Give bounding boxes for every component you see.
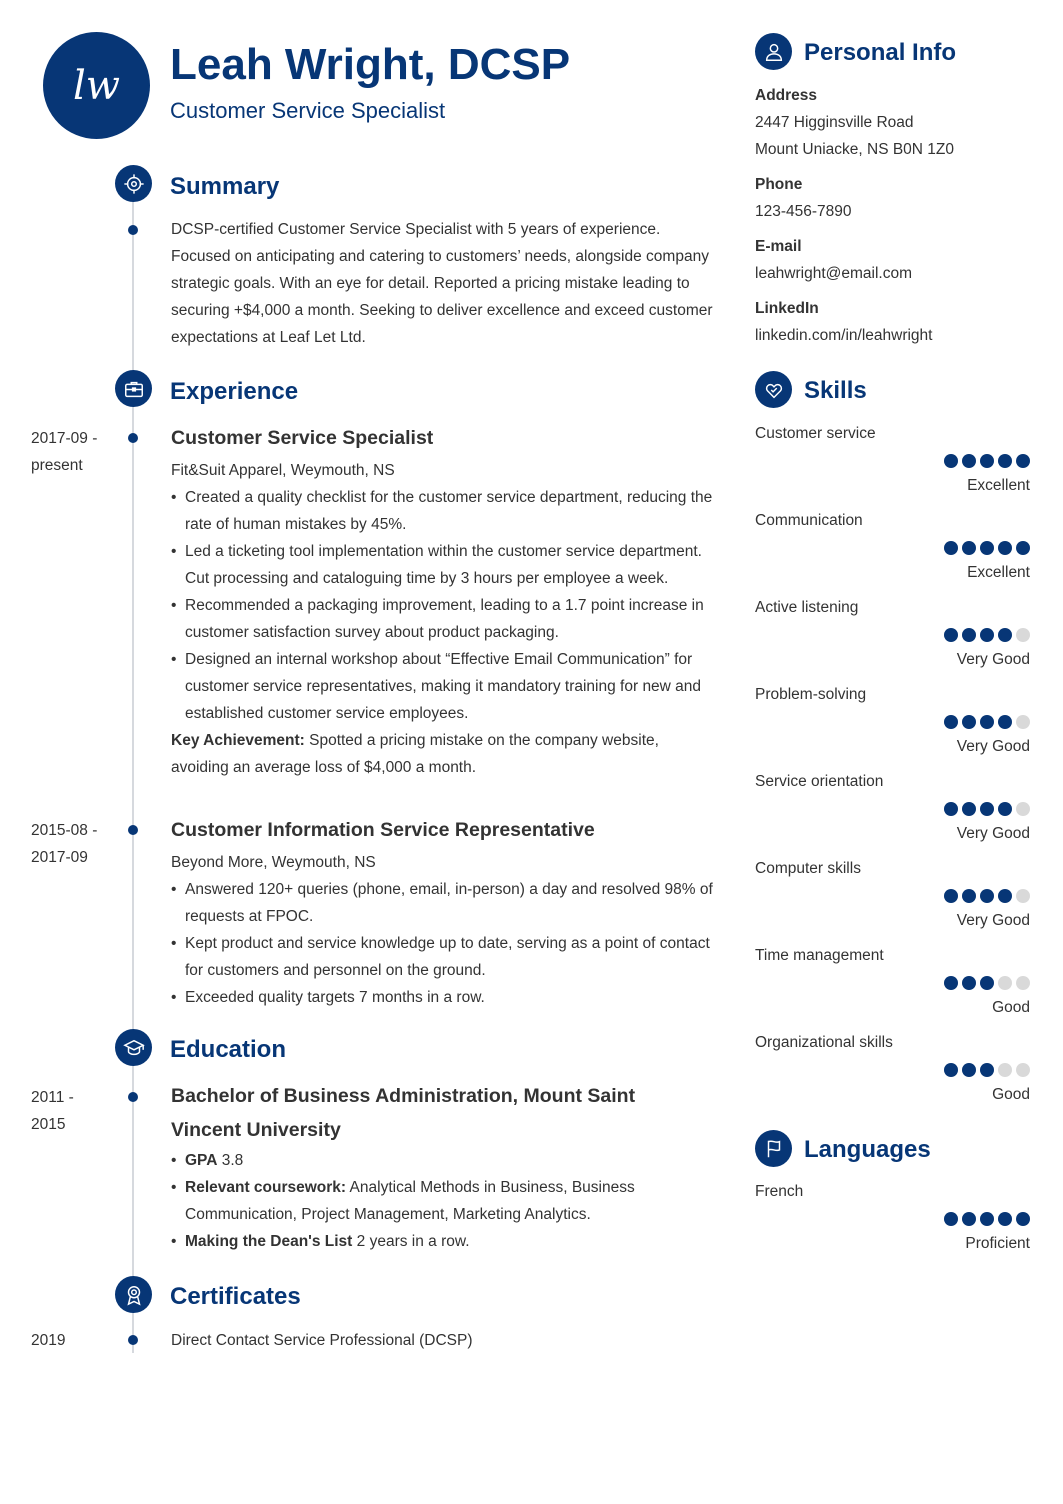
address-label: Address [755,87,818,104]
rating-dot-filled [962,628,976,642]
job-bullet: • Answered 120+ queries (phone, email, in-person) a day and resolved 98% of requests at FPOC. [171,876,716,930]
candidate-title: Customer Service Specialist [170,98,446,123]
rating-dot-filled [980,628,994,642]
job-date [31,425,111,479]
personal-info-heading: Personal Info [804,39,957,66]
email-value: leahwright@email.com [755,265,913,282]
flag-icon [755,1130,792,1167]
job-entry [171,818,716,1011]
timeline-line [132,195,134,1353]
rating-dot-filled [962,541,976,555]
monogram-initials: lw [72,62,121,109]
skill-level: Good [992,999,1030,1016]
rating-dot-filled [962,454,976,468]
phone-value: 123-456-7890 [755,203,852,220]
job-date-end: present [31,457,83,474]
rating-dot-filled [962,889,976,903]
rating-dot-filled [980,1212,994,1226]
education-item-text: 3.8 [217,1152,244,1169]
user-icon [755,33,792,70]
rating-dot-filled [962,715,976,729]
rating-dot-filled [962,1063,976,1077]
graduation-cap-icon [115,1029,152,1066]
rating-dot-filled [962,976,976,990]
skill-level: Excellent [967,564,1030,581]
rating-dot-empty [1016,1063,1030,1077]
skill-rating [944,715,1030,729]
skill-rating [944,976,1030,990]
award-ribbon-icon [115,1276,152,1313]
skill-rating [944,889,1030,903]
education-item-label: GPA [185,1152,218,1169]
education-date-start: 2011 - [31,1089,74,1106]
rating-dot-filled [998,802,1012,816]
job-title: Customer Information Service Representative [171,819,595,841]
job-bullets [171,484,716,727]
timeline-dot [128,433,138,443]
education-item-text: Analytical Methods in Business, Business Communication, Project Management, Marketing Analytics. [185,1179,635,1223]
job-date-start: 2015-08 - [31,822,98,839]
skill-level: Good [992,1086,1030,1103]
education-degree: Bachelor of Business Administration, Mount Saint Vincent University [171,1085,636,1141]
skill-level: Very Good [956,912,1030,929]
skill-level: Very Good [956,825,1030,842]
job-bullet: • Kept product and service knowledge up to date, serving as a point of contact for customers and personnel on the ground. [171,930,716,984]
certificate-date: 2019 [31,1332,66,1349]
certificates-heading: Certificates [170,1283,301,1310]
address-line: Mount Uniacke, NS B0N 1Z0 [755,141,955,158]
rating-dot-filled [944,541,958,555]
job-company: Fit&Suit Apparel, Weymouth, NS [171,462,395,479]
job-bullets [171,876,716,1011]
rating-dot-empty [998,976,1012,990]
job-date [31,817,111,871]
briefcase-icon [115,370,152,407]
linkedin-value: linkedin.com/in/leahwright [755,327,933,344]
rating-dot-filled [962,802,976,816]
job-company: Beyond More, Weymouth, NS [171,854,376,871]
experience-heading: Experience [170,378,299,405]
skill-level: Very Good [956,738,1030,755]
skill-level: Excellent [967,477,1030,494]
education-date [31,1084,111,1138]
rating-dot-filled [980,541,994,555]
summary-text: DCSP-certified Customer Service Specialist with 5 years of experience. Focused on anticipating and catering to customers’ needs, alongside company strategic goals. With an eye for detail. Reported a pricing mistake leading to securing +$4,000 a month. Seeking to deliver excellence and exceed customer expectations at Leaf Let Ltd. [171,221,713,346]
skill-name: Customer service [755,425,876,442]
education-item [171,1174,691,1228]
rating-dot-empty [1016,976,1030,990]
puzzle-heart-icon [755,371,792,408]
rating-dot-empty [998,1063,1012,1077]
rating-dot-filled [944,628,958,642]
job-entry [171,426,716,781]
address-line: 2447 Higginsville Road [755,114,914,131]
timeline-dot [128,1335,138,1345]
rating-dot-empty [1016,715,1030,729]
education-item-label: Making the Dean's List [185,1233,353,1250]
education-entry [171,1079,691,1255]
rating-dot-filled [944,1063,958,1077]
rating-dot-filled [980,802,994,816]
target-icon [115,165,152,202]
phone-label: Phone [755,176,803,193]
rating-dot-filled [962,1212,976,1226]
certificate-name: Direct Contact Service Professional (DCSP) [171,1332,473,1349]
skill-rating [944,1063,1030,1077]
education-details [171,1147,691,1255]
skill-rating [944,454,1030,468]
skills-heading: Skills [804,377,867,404]
job-bullet: • Recommended a packaging improvement, leading to a 1.7 point increase in customer satisfaction survey about product packaging. [171,592,716,646]
rating-dot-filled [980,976,994,990]
rating-dot-filled [1016,454,1030,468]
timeline-dot [128,825,138,835]
skill-name: Problem-solving [755,686,867,703]
language-level: Proficient [965,1235,1030,1252]
rating-dot-empty [1016,802,1030,816]
rating-dot-filled [998,628,1012,642]
education-item [171,1228,691,1255]
summary-section [171,216,716,351]
job-bullet: • Exceeded quality targets 7 months in a row. [171,984,716,1011]
rating-dot-filled [944,976,958,990]
language-rating [944,1212,1030,1226]
achievement-text: Spotted a pricing mistake on the company website, avoiding an average loss of $4,000 a month. [171,732,659,776]
job-title: Customer Service Specialist [171,427,434,449]
education-item [171,1147,691,1174]
rating-dot-filled [998,1212,1012,1226]
rating-dot-filled [980,889,994,903]
achievement-label: Key Achievement: [171,732,305,749]
education-item-label: Relevant coursework: [185,1179,347,1196]
rating-dot-filled [998,715,1012,729]
skill-level: Very Good [956,651,1030,668]
linkedin-label: LinkedIn [755,300,819,317]
skill-rating [944,541,1030,555]
rating-dot-filled [944,802,958,816]
rating-dot-filled [1016,541,1030,555]
language-name: French [755,1183,804,1200]
rating-dot-filled [998,889,1012,903]
rating-dot-filled [980,454,994,468]
skill-name: Computer skills [755,860,861,877]
skill-name: Communication [755,512,863,529]
rating-dot-filled [944,1212,958,1226]
timeline-dot [128,1092,138,1102]
summary-heading: Summary [170,173,280,200]
job-date-start: 2017-09 - [31,430,98,447]
job-achievement [171,727,716,781]
skill-name: Time management [755,947,884,964]
candidate-name: Leah Wright, DCSP [170,40,571,89]
languages-heading: Languages [804,1136,931,1163]
job-bullet: • Designed an internal workshop about “Effective Email Communication” for customer service representatives, making it mandatory training for new and established customer service employees. [171,646,716,727]
education-date-end: 2015 [31,1116,66,1133]
job-date-end: 2017-09 [31,849,88,866]
rating-dot-filled [980,715,994,729]
rating-dot-empty [1016,889,1030,903]
rating-dot-filled [944,715,958,729]
rating-dot-filled [944,454,958,468]
rating-dot-filled [1016,1212,1030,1226]
rating-dot-filled [998,541,1012,555]
skill-name: Active listening [755,599,859,616]
education-heading: Education [170,1036,287,1063]
rating-dot-filled [944,889,958,903]
skill-rating [944,802,1030,816]
address-value [755,109,954,163]
monogram-avatar [43,32,150,139]
skill-name: Service orientation [755,773,884,790]
rating-dot-filled [998,454,1012,468]
job-bullet: • Led a ticketing tool implementation within the customer service department. Cut processing and cataloguing time by 3 hours per employee a week. [171,538,716,592]
email-label: E-mail [755,238,802,255]
job-bullet: • Created a quality checklist for the customer service department, reducing the rate of human mistakes by 45%. [171,484,716,538]
skill-name: Organizational skills [755,1034,893,1051]
rating-dot-empty [1016,628,1030,642]
education-item-text: 2 years in a row. [352,1233,470,1250]
rating-dot-filled [980,1063,994,1077]
timeline-dot [128,225,138,235]
skill-rating [944,628,1030,642]
